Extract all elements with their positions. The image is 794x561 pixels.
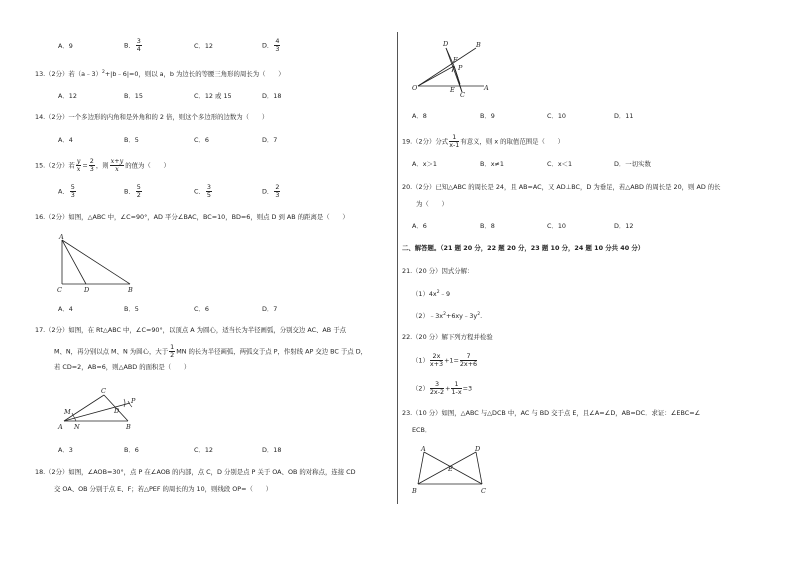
q20-line2: 为（ ） <box>416 200 448 208</box>
q15-option-a[interactable]: A． $\frac{5}{3}$ <box>58 183 75 199</box>
q20-line1: 20.（2分）已知△ABC 的周长是 24，且 AB=AC，又 AD⊥BC，D 为垂足，若△ABD 的周长是 20，则 AD 的长 <box>402 183 721 191</box>
q14-stem: 14.（2分）一个多边形的内角和是外角和的 2 倍，则这个多边形的边数为（ ） <box>35 113 269 121</box>
label-n: N <box>74 423 80 431</box>
q22-part1: （1） $\frac{2x}{x+3}$ +1= $\frac{7}{2x+6}$ <box>412 352 478 368</box>
fraction: $\frac{4}{3}$ <box>275 37 280 53</box>
label-b: B <box>128 286 133 294</box>
q20-option-b[interactable]: B．8 <box>480 222 495 230</box>
label-e: E <box>450 86 455 94</box>
option-b[interactable]: B． $\frac{3}{4}$ <box>124 37 141 53</box>
fraction-1-over-x-1: $\frac{1}{x-1}$ <box>449 133 460 149</box>
label-b: B <box>476 41 481 49</box>
label-d: D <box>475 445 481 453</box>
label-d: D <box>84 286 90 294</box>
q18-option-c[interactable]: C．10 <box>547 112 566 120</box>
q16-triangle-figure <box>54 232 144 294</box>
q15-option-c[interactable]: C． $\frac{3}{5}$ <box>194 183 211 199</box>
section-heading: 二、解答题。（21 题 20 分，22 题 20 分，23 题 10 分，24 题 10 分共 40 分） <box>402 244 645 252</box>
q21-stem: 21.（20 分）因式分解： <box>402 267 474 275</box>
label-c: C <box>481 487 486 495</box>
q17-option-b[interactable]: B．6 <box>124 446 139 454</box>
q16-stem: 16.（2分）如图，△ABC 中，∠C=90°，AD 平分∠BAC，BC=10，BD=6，则点 D 到 AB 的距离是（ ） <box>35 213 349 221</box>
q18-angle-figure <box>410 40 490 99</box>
fraction-xy-over-x: $\frac{x+y}{x}$ <box>110 157 124 173</box>
q13-option-a[interactable]: A．12 <box>58 92 77 100</box>
q22-stem: 22.（20 分）解下列方程并检验 <box>402 333 493 341</box>
option-d[interactable]: D． $\frac{4}{3}$ <box>262 37 280 53</box>
q17-option-a[interactable]: A．3 <box>58 446 73 454</box>
q19-option-d[interactable]: D．一切实数 <box>614 160 651 168</box>
option-a[interactable]: A．9 <box>58 42 73 50</box>
q20-option-d[interactable]: D．12 <box>614 222 634 230</box>
label-a: A <box>421 445 426 453</box>
label-e: E <box>448 465 453 473</box>
column-divider <box>397 32 398 504</box>
q15-stem: 15.（2分）若 $\frac{y}{x}$ = $\frac{2}{3}$ ，则 $\frac{x+y}{x}$ 的值为（ ） <box>35 157 170 173</box>
q20-option-a[interactable]: A．6 <box>412 222 427 230</box>
q21-part2: $(2)﹣3x^2+6xy﹣3y^2$. <box>412 312 483 321</box>
q16-option-d[interactable]: D．7 <box>262 305 278 313</box>
q18-line1: 18.（2分）如图，∠AOB=30°，点 P 在∠AOB 的内部，点 C，D 分别是点 P 关于 OA、OB 的对称点，连接 CD <box>35 468 356 476</box>
q18-option-d[interactable]: D．11 <box>614 112 634 120</box>
q19-option-c[interactable]: C．x＜1 <box>547 160 573 168</box>
q14-option-c[interactable]: C．6 <box>194 136 209 144</box>
q22-part2: （2） $\frac{3}{2x-2}$ + $\frac{1}{1-x}$ =3 <box>412 380 473 396</box>
q17-line3: 若 CD=2，AB=6，则△ABD 的面积是（ ） <box>54 363 191 371</box>
q17-option-c[interactable]: C．12 <box>194 446 213 454</box>
q13-option-c[interactable]: C．12 或 15 <box>194 92 232 100</box>
label-m: M <box>64 408 71 416</box>
q18-line2: 交 OA、OB 分别于点 E、F；若△PEF 的周长的为 10，则线段 OP=（ ） <box>54 485 273 493</box>
fraction-two-thirds: $\frac{2}{3}$ <box>89 157 94 173</box>
fraction-y-over-x: $\frac{y}{x}$ <box>76 157 81 173</box>
q23-line2: ECB． <box>412 426 432 434</box>
label-f: F <box>453 56 458 64</box>
label-d: D <box>114 407 120 415</box>
q17-line1: 17.（2分）如图，在 Rt△ABC 中，∠C=90°，以顶点 A 为圆心，适当长为半径画弧，分别交边 AC、AB 于点 <box>35 326 346 334</box>
label-c: C <box>101 387 106 395</box>
q16-option-b[interactable]: B．5 <box>124 305 139 313</box>
q14-option-a[interactable]: A．4 <box>58 136 73 144</box>
label-a: A <box>484 84 489 92</box>
fraction-half: $\frac{1}{2}$ <box>170 343 175 359</box>
q23-line1: 23.（10 分）如图，△ABC 与△DCB 中，AC 与 BD 交于点 E，且∠A=∠D，AB=DC．求证：∠EBC=∠ <box>402 409 701 417</box>
q15-option-d[interactable]: D． $\frac{2}{3}$ <box>262 183 280 199</box>
label-c: C <box>460 91 465 99</box>
label-c: C <box>57 286 62 294</box>
q21-part1: $(1)4x^2﹣9$ <box>412 290 451 299</box>
label-a: A <box>59 233 64 241</box>
q13-option-b[interactable]: B．15 <box>124 92 143 100</box>
fraction: $\frac{3}{4}$ <box>136 37 141 53</box>
label-p: P <box>458 64 463 72</box>
q18-option-a[interactable]: A．8 <box>412 112 427 120</box>
q16-option-c[interactable]: C．6 <box>194 305 209 313</box>
label-o: O <box>412 84 418 92</box>
label-b: B <box>412 487 417 495</box>
label-b: B <box>126 423 131 431</box>
q17-line2: M、N，再分别以点 M、N 为圆心，大于 $\frac{1}{2}$ MN 的长为半径画弧，两弧交于点 P，作射线 AP 交边 BC 于点 D， <box>54 343 368 359</box>
label-a: A <box>58 423 63 431</box>
q14-option-b[interactable]: B．5 <box>124 136 139 144</box>
q13-option-d[interactable]: D．18 <box>262 92 282 100</box>
label-p: P <box>131 397 136 405</box>
label-d: D <box>443 40 449 48</box>
q19-option-a[interactable]: A．x＞1 <box>412 160 438 168</box>
q13-stem: 13.（2分）若（a﹣3）$^2$+|b﹣6|=0，则以 a，b 为边长的等腰三角形的周长为（ ） <box>35 70 285 79</box>
q15-option-b[interactable]: B． $\frac{5}{2}$ <box>124 183 141 199</box>
q17-triangle-figure <box>54 385 144 433</box>
q14-option-d[interactable]: D．7 <box>262 136 278 144</box>
q18-option-b[interactable]: B．9 <box>480 112 495 120</box>
q19-option-b[interactable]: B．x≠1 <box>480 160 504 168</box>
q23-triangles-figure <box>410 444 494 496</box>
q16-option-a[interactable]: A．4 <box>58 305 73 313</box>
q19-stem: 19.（2分）分式 $\frac{1}{x-1}$ 有意义，则 x 的取值范围是（ ） <box>402 133 565 149</box>
option-c[interactable]: C．12 <box>194 42 213 50</box>
q20-option-c[interactable]: C．10 <box>547 222 566 230</box>
q17-option-d[interactable]: D．18 <box>262 446 282 454</box>
